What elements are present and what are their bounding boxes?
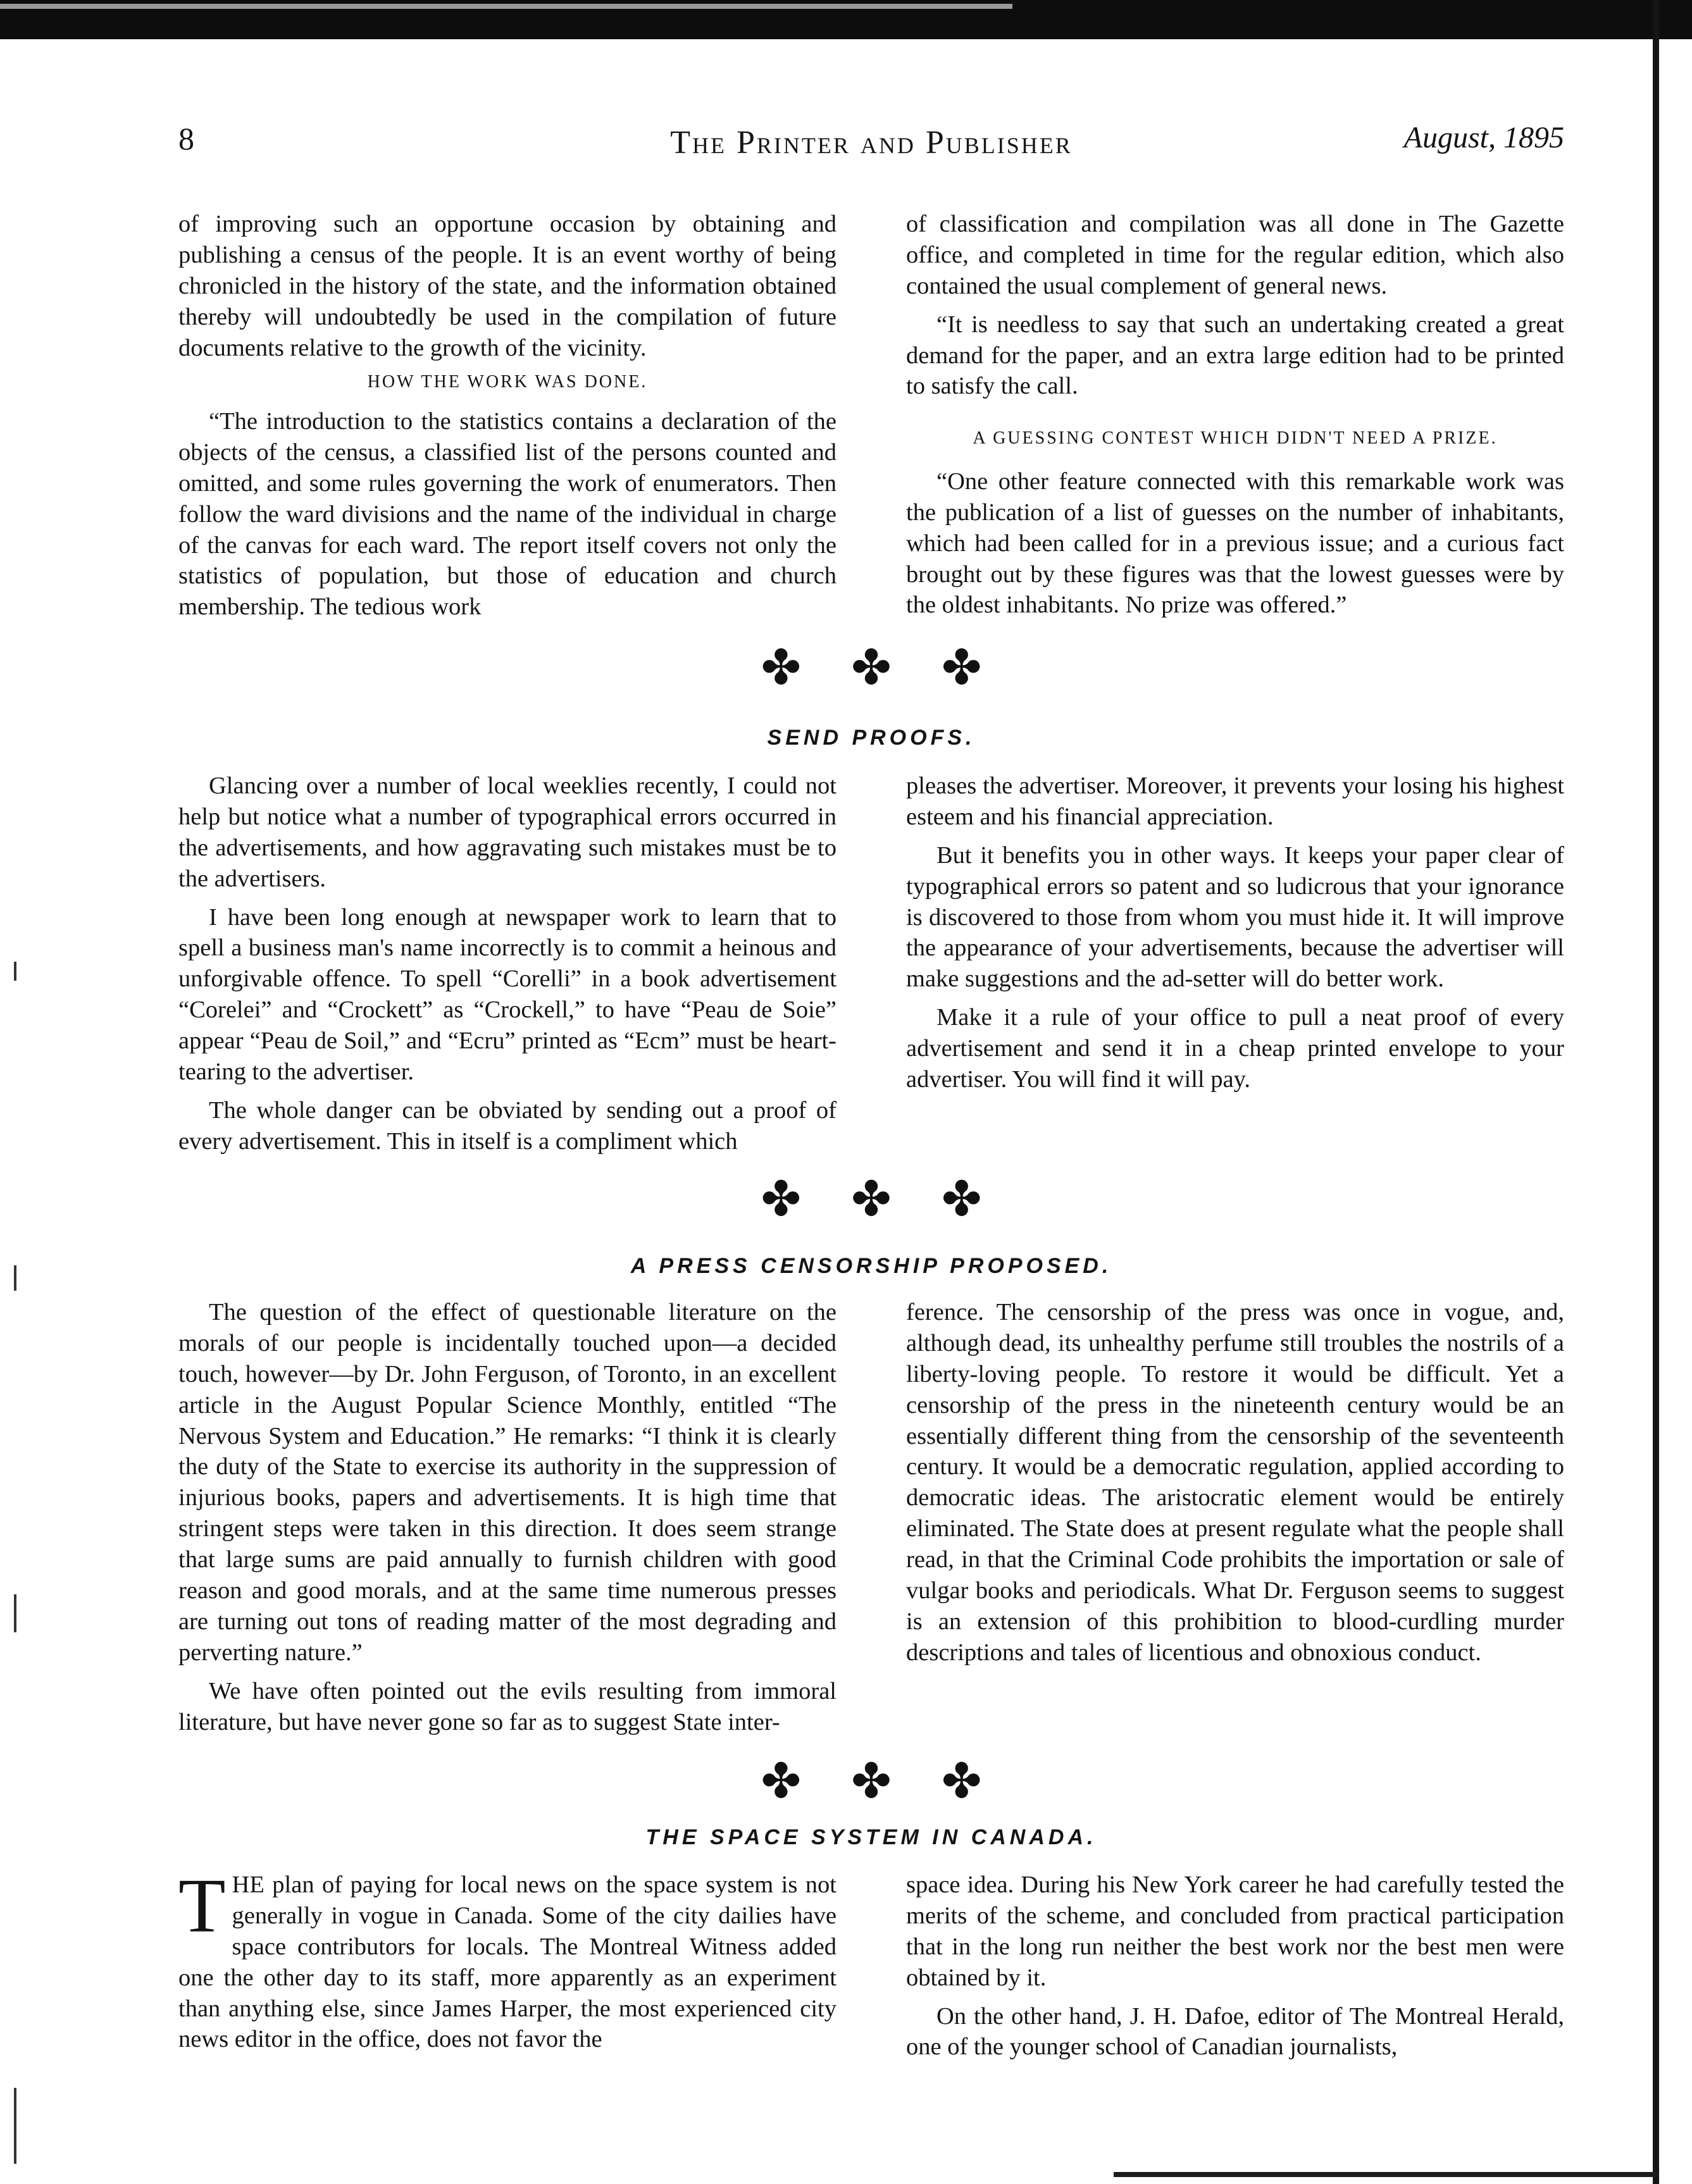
article-heading: A PRESS CENSORSHIP PROPOSED. [630, 1254, 1112, 1278]
left-column [178, 209, 837, 630]
margin-mark [14, 962, 16, 981]
top-border-highlight [0, 4, 1012, 9]
paragraph: pleases the advertiser. Moreover, it prevents your losing his highest esteem and his financial appreciation. [906, 772, 1564, 830]
paragraph: But it benefits you in other ways. It keeps your paper clear of typographical errors so patent and so ludicrous that your ignorance is discovered to those from whom you must hide it. It will improve the appearance of your advertisements, because the advertiser will make suggestions and the ad-setter will do better work. [906, 841, 1564, 993]
censorship-article [178, 1297, 1564, 1745]
right-border-bar [1653, 0, 1659, 2184]
margin-mark [14, 2088, 16, 2164]
left-column [178, 771, 837, 1165]
drop-cap: T [178, 1863, 226, 1949]
paragraph: ference. The censorship of the press was once in vogue, and, although dead, its unhealthy perfume still troubles the nostrils of a liberty-loving people. To restore it would be difficult. Yet a censorship of the press in the nineteenth century would be an essentially different thing from the censorship of the seventeenth century. It would be a democratic regulation, applied according to democratic ideas. The aristocratic element would be entirely eliminated. The State does at present regulate what the people shall read, in that the Criminal Code prohibits the importation or sale of vulgar books and periodicals. What Dr. Ferguson seems to suggest is an extension of this prohibition to blood-curdling murder descriptions and tales of licentious and obnoxious conduct. [906, 1299, 1564, 1666]
paragraph: We have often pointed out the evils resulting from immoral literature, but have never gone so far as to suggest State inter- [178, 1677, 837, 1735]
paragraph [178, 1863, 837, 2055]
paragraph: I have been long enough at newspaper work to learn that to spell a business man's name incorrectly is to commit a heinous and unforgivable offence. To spell “Corelli” in a book advertisement “Corelei” and “Crockett” as “Crockell,” to have “Peau de Soie” appear “Peau de Soil,” and “Ecru” printed as “Ecm” must be heart-tearing to the advertiser. [178, 903, 837, 1086]
left-column [178, 1863, 837, 2070]
paragraph: of classification and compilation was all done in The Gazette office, and completed in time for the regular edition, which also contained the usual complement of general news. [906, 211, 1564, 299]
issue-date: August, 1895 [1403, 121, 1564, 154]
running-header [178, 120, 1564, 177]
paragraph: “The introduction to the statistics contains a declaration of the objects of the census, a classified list of the persons counted and omitted, and some rules governing the work of enumerators. Then follow the ward divisions and the name of the individual in charge of the canvas for each ward. The report itself covers not only the statistics of population, but those of education and church membership. The tedious work [178, 408, 837, 621]
space-system-article [178, 1863, 1564, 2070]
paragraph: The question of the effect of questionable literature on the morals of our people is incidentally touched upon—a decided touch, however—by Dr. John Ferguson, of Toronto, in an excellent article in the August Popular Science Monthly, entitled “The Nervous System and Education.” He remarks: “I think it is clearly the duty of the State to exercise its authority in the suppression of injurious books, papers and advertisements. It is high time that stringent steps were taken in this direction. It does seem strange that large sums are paid annually to furnish children with good reason and good morals, and at the same time numerous presses are turning out tons of reading matter of the most degrading and perverting nature.” [178, 1299, 837, 1666]
right-column [906, 209, 1564, 630]
paragraph: Glancing over a number of local weeklies recently, I could not help but notice what a number of typographical errors occurred in the advertisements, and how aggravating such mistakes must be to the advertisers. [178, 772, 837, 892]
paragraph: space idea. During his New York career he had carefully tested the merits of the scheme, and concluded from practical participation that in the long run neither the best work nor the best men were obtained by it. [906, 1871, 1564, 1991]
ornament-divider: ✤ ✤ ✤ [761, 1755, 982, 1808]
article-heading: SEND PROOFS. [767, 726, 976, 750]
census-article [178, 209, 1564, 630]
paragraph: Make it a rule of your office to pull a neat proof of every advertisement and send it in a cheap printed envelope to your advertiser. You will find it will pay. [906, 1004, 1564, 1093]
bottom-border-line [1114, 2172, 1658, 2177]
right-column [906, 1297, 1564, 1745]
left-column [178, 1297, 837, 1745]
page-number: 8 [178, 121, 194, 156]
paragraph: of improving such an opportune occasion by obtaining and publishing a census of the people. It is an event worthy of being chronicled in the history of the state, and the information obtained thereby will undoubtedly be used in the compilation of future documents relative to the growth of the vicinity. [178, 211, 837, 361]
margin-mark [14, 1594, 16, 1632]
publication-title: The Printer and Publisher [670, 125, 1073, 161]
subheading: A GUESSING CONTEST WHICH DIDN'T NEED A PRIZE. [973, 428, 1498, 449]
send-proofs-article [178, 771, 1564, 1165]
paragraph: “It is needless to say that such an undertaking created a great demand for the paper, and an extra large edition had to be printed to satisfy the call. [906, 311, 1564, 400]
right-column [906, 771, 1564, 1165]
paragraph: “One other feature connected with this remarkable work was the publication of a list of guesses on the number of inhabitants, which had been called for in a previous issue; and a curious fact brought out by these figures was that the lowest guesses were by the oldest inhabitants. No prize was offered.” [906, 468, 1564, 619]
paragraph: The whole danger can be obviated by sending out a proof of every advertisement. This in itself is a compliment which [178, 1096, 837, 1155]
ornament-divider: ✤ ✤ ✤ [761, 1173, 982, 1226]
article-heading: THE SPACE SYSTEM IN CANADA. [645, 1825, 1097, 1849]
paragraph: On the other hand, J. H. Dafoe, editor of The Montreal Herald, one of the younger school of Canadian journalists, [906, 2002, 1564, 2061]
subheading: HOW THE WORK WAS DONE. [367, 372, 648, 392]
paragraph-text: HE plan of paying for local news on the space system is not generally in vogue in Canada. Some of the city dailies have space contributors for locals. The Montreal Witness added one the other day to its staff, more apparently as an experiment than anything else, since James Harper, the most experienced city news editor in the office, does not favor the [178, 1871, 837, 2053]
ornament-divider: ✤ ✤ ✤ [761, 642, 982, 695]
margin-mark [14, 1265, 16, 1291]
right-column [906, 1870, 1564, 2070]
